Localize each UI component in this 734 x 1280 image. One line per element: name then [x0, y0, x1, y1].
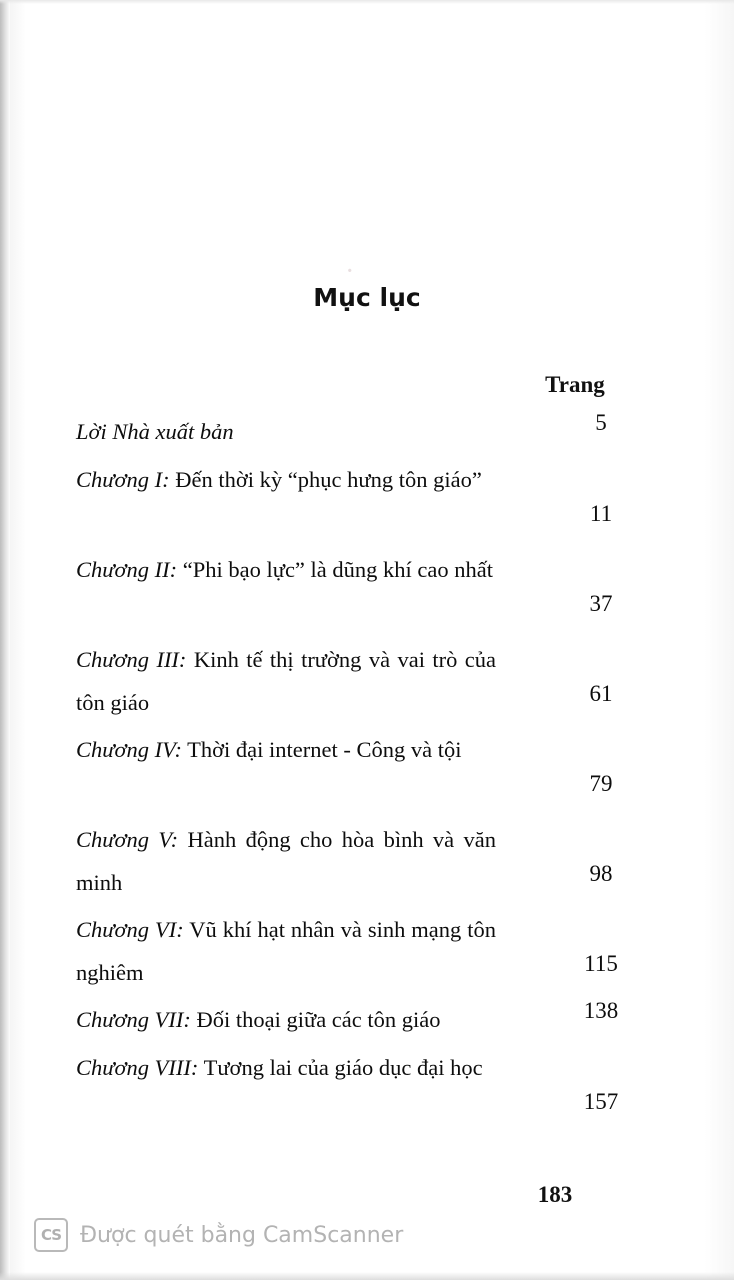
toc-entry-text — [76, 998, 516, 1041]
toc-entry-list — [76, 410, 656, 1136]
toc-entry-text — [76, 548, 496, 591]
toc-entry-title: Tương lai của giáo dục đại học — [203, 1055, 483, 1080]
toc-entry-page: 115 — [584, 951, 618, 976]
toc-entry-title: Thời đại internet - Công và tội — [187, 737, 462, 762]
toc-entry[interactable] — [76, 410, 656, 456]
toc-entry-page: 61 — [589, 681, 613, 706]
toc-entry-text — [76, 908, 496, 994]
toc-entry-page: 98 — [589, 861, 613, 886]
toc-entry-label: Chương I: — [76, 467, 170, 492]
toc-entry-page: 37 — [589, 591, 613, 616]
page-title: Mục lục — [313, 283, 421, 312]
toc-entry[interactable] — [76, 998, 656, 1044]
toc-entry-title: Đối thoại giữa các tôn giáo — [196, 1007, 441, 1032]
toc-entry-title: “Phi bạo lực” là dũng khí cao nhất — [182, 557, 493, 582]
page-column-header: Trang — [545, 372, 605, 397]
toc-entry[interactable] — [76, 548, 656, 636]
toc-entry-label: Chương VI: — [76, 917, 184, 942]
toc-entry[interactable] — [76, 728, 656, 816]
reverse-side-bleedthrough: . — [347, 255, 353, 277]
toc-entry-text — [76, 818, 496, 904]
toc-entry-title: Kinh tế thị trường và vai trò của tôn giáo — [76, 647, 496, 715]
toc-entry-page: 79 — [589, 771, 613, 796]
toc-entry-page: 157 — [583, 1089, 619, 1114]
trailing-page-number: 183 — [537, 1182, 573, 1207]
toc-entry[interactable] — [76, 908, 656, 996]
toc-entry-title: Đến thời kỳ “phục hưng tôn giáo” — [175, 467, 482, 492]
toc-entry[interactable] — [76, 1046, 656, 1134]
toc-entry-title: Vũ khí hạt nhân và sinh mạng tôn nghiêm — [76, 917, 496, 985]
toc-entry-label: Chương II: — [76, 557, 178, 582]
toc-entry-label: Chương VII: — [76, 1007, 191, 1032]
toc-entry-label: Chương V: — [76, 827, 179, 852]
toc-entry[interactable] — [76, 638, 656, 726]
toc-entry-label: Chương VIII: — [76, 1055, 199, 1080]
toc-entry-text — [76, 1046, 496, 1089]
camscanner-badge-icon: CS — [34, 1218, 68, 1252]
toc-entry-label: Lời Nhà xuất bản — [76, 419, 234, 444]
toc-entry-label: Chương IV: — [76, 737, 182, 762]
toc-entry-text — [76, 638, 496, 724]
toc-entry-text — [76, 728, 496, 771]
toc-entry-label: Chương III: — [76, 647, 187, 672]
camscanner-watermark — [34, 1218, 403, 1252]
toc-entry[interactable] — [76, 818, 656, 906]
toc-entry-title: Hành động cho hòa bình và văn minh — [76, 827, 496, 895]
toc-entry-page: 11 — [589, 501, 613, 526]
toc-entry-text — [76, 410, 506, 453]
toc-entry-page: 138 — [583, 998, 619, 1023]
toc-entry-text — [76, 458, 496, 501]
toc-entry-page: 5 — [595, 410, 607, 435]
toc-entry[interactable] — [76, 458, 656, 546]
camscanner-watermark-text: Được quét bằng CamScanner — [80, 1222, 404, 1248]
